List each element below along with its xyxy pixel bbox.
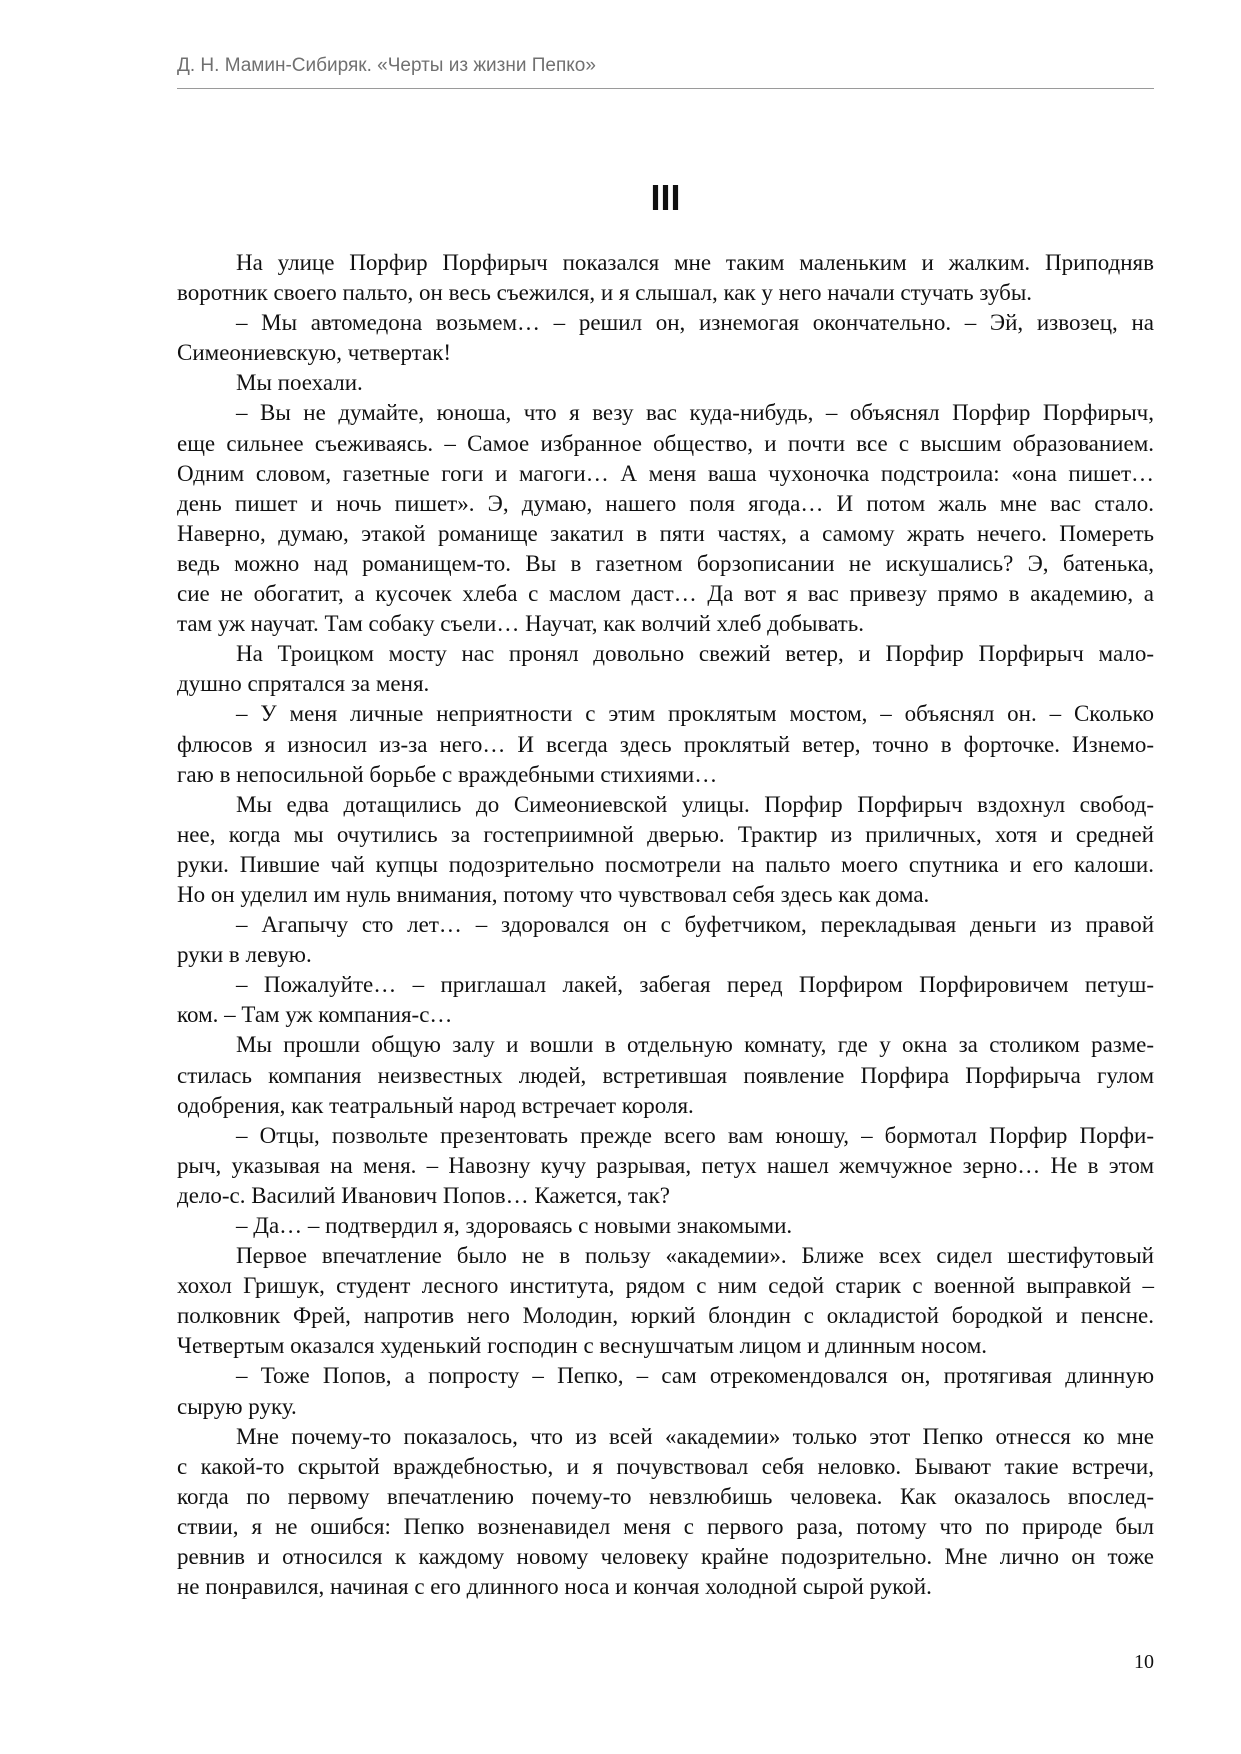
text-line: – Агапычу сто лет… – здоровался он с буфетчиком, перекладывая деньги из правой xyxy=(236,912,1154,938)
text-line: ком. – Там уж компания-с… xyxy=(177,1002,453,1028)
text-line: – У меня личные неприятности с этим проклятым мостом, – объяснял он. – Сколько xyxy=(236,701,1154,727)
chapter-title: III xyxy=(650,177,681,218)
paragraph xyxy=(177,639,1154,699)
text-line: воротник своего пальто, он весь съежился, и я слышал, как у него начали стучать зубы. xyxy=(177,280,1033,306)
body-text xyxy=(177,248,1154,1602)
paragraph xyxy=(177,248,1154,308)
text-line: руки. Пившие чай купцы подозрительно посмотрели на пальто моего спутника и его калоши. xyxy=(177,851,1154,877)
text-line: Мы прошли общую залу и вошли в отдельную комнату, где у окна за столиком разме- xyxy=(236,1032,1154,1058)
text-line: ревнив и относился к каждому новому человеку крайне подозрительно. Мне лично он тоже xyxy=(177,1544,1154,1570)
text-line: гаю в непосильной борьбе с враждебными стихиями… xyxy=(177,761,718,787)
paragraph xyxy=(177,308,1154,368)
paragraph xyxy=(177,1361,1154,1421)
text-line: Но он уделил им нуль внимания, потому что чувствовал себя здесь как дома. xyxy=(177,881,930,907)
text-line: сие не обогатит, а кусочек хлеба с маслом даст… Да вот я вас привезу прямо в академию, а xyxy=(177,581,1154,607)
paragraph xyxy=(177,1422,1154,1603)
paragraph xyxy=(177,1211,1154,1241)
text-line: – Тоже Попов, а попросту – Пепко, – сам отрекомендовался он, протягивая длинную xyxy=(236,1363,1154,1389)
text-line: На улице Порфир Порфирыч показался мне таким маленьким и жалким. Приподняв xyxy=(236,250,1154,275)
text-line: хохол Гришук, студент лесного института, рядом с ним седой старик с военной выправкой – xyxy=(177,1273,1154,1299)
text-line: когда по первому впечатлению почему-то невзлюбишь человека. Как оказалось впослед- xyxy=(177,1483,1154,1509)
text-line: – Да… – подтвердил я, здороваясь с новыми знакомыми. xyxy=(236,1213,793,1238)
text-line: не понравился, начиная с его длинного носа и кончая холодной сырой рукой. xyxy=(177,1574,932,1600)
paragraph xyxy=(177,1121,1154,1211)
text-line: Четвертым оказался худенький господин с веснушчатым лицом и длинным носом. xyxy=(177,1333,987,1359)
paragraph xyxy=(177,1030,1154,1120)
text-line: полковник Фрей, напротив него Молодин, юркий блондин с окладистой бородкой и пенсне. xyxy=(177,1303,1154,1329)
text-line: стилась компания неизвестных людей, встретившая появление Порфира Порфирыча гулом xyxy=(177,1062,1154,1088)
text-line: Мы поехали. xyxy=(236,370,363,396)
text-line: день пишет и ночь пишет». Э, думаю, нашего поля ягода… И потом жаль мне вас стало. xyxy=(177,490,1154,516)
text-line: Мне почему-то показалось, что из всей «академии» только этот Пепко отнесся ко мне xyxy=(236,1423,1154,1449)
text-line: На Троицком мосту нас пронял довольно свежий ветер, и Порфир Порфирыч мало- xyxy=(236,641,1154,667)
paragraph xyxy=(177,1241,1154,1361)
text-line: ведь можно над романищем-то. Вы в газетном борзописании не искушались? Э, батенька, xyxy=(177,550,1154,576)
paragraph xyxy=(177,970,1154,1030)
text-line: дело-с. Василий Иванович Попов… Кажется, так? xyxy=(177,1182,670,1208)
text-line: – Вы не думайте, юноша, что я везу вас куда-нибудь, – объяснял Порфир Порфирыч, xyxy=(236,400,1154,426)
text-line: руки в левую. xyxy=(177,942,312,968)
text-line: рыч, указывая на меня. – Навозну кучу разрывая, петух нашел жемчужное зерно… Не в этом xyxy=(177,1152,1154,1178)
text-line: Одним словом, газетные гоги и магоги… А меня ваша чухоночка подстроила: «она пишет… xyxy=(177,460,1154,486)
text-line: Наверно, думаю, этакой романище закатил в пяти частях, а самому жрать нечего. Помереть xyxy=(177,520,1154,546)
paragraph xyxy=(177,398,1154,639)
text-line: Симеониевскую, четвертак! xyxy=(177,340,452,366)
text-line: Мы едва дотащились до Симеониевской улицы. Порфир Порфирыч вздохнул свобод- xyxy=(236,791,1154,817)
paragraph xyxy=(177,699,1154,789)
text-line: ствии, я не ошибся: Пепко возненавидел меня с первого раза, потому что по природе был xyxy=(177,1513,1154,1539)
text-line: душно спрятался за меня. xyxy=(177,671,430,697)
text-line: одобрения, как театральный народ встречает короля. xyxy=(177,1092,694,1118)
running-header: Д. Н. Мамин-Сибиряк. «Черты из жизни Пепко» xyxy=(177,55,596,76)
text-line: еще сильнее съеживаясь. – Самое избранное общество, и почти все с высшим образованием. xyxy=(177,430,1154,456)
text-line: с какой-то скрытой враждебностью, и я почувствовал себя неловко. Бывают такие встречи, xyxy=(177,1453,1154,1479)
paragraph xyxy=(177,368,1154,398)
header-rule xyxy=(177,88,1154,89)
text-line: – Мы автомедона возьмем… – решил он, изнемогая окончательно. – Эй, извозец, на xyxy=(236,310,1154,336)
text-line: Первое впечатление было не в пользу «академии». Ближе всех сидел шестифутовый xyxy=(236,1243,1154,1269)
text-line: там уж научат. Там собаку съели… Научат, как волчий хлеб добывать. xyxy=(177,611,864,637)
paragraph xyxy=(177,910,1154,970)
text-line: – Отцы, позвольте презентовать прежде всего вам юношу, – бормотал Порфир Порфи- xyxy=(236,1122,1154,1148)
text-line: флюсов я износил из-за него… И всегда здесь проклятый ветер, точно в форточке. Изнемо- xyxy=(177,731,1154,757)
page-number: 10 xyxy=(1134,1651,1154,1673)
text-line: – Пожалуйте… – приглашал лакей, забегая перед Порфиром Порфировичем петуш- xyxy=(236,972,1154,998)
text-line: нее, когда мы очутились за гостеприимной дверью. Трактир из приличных, хотя и средней xyxy=(177,821,1154,847)
text-line: сырую руку. xyxy=(177,1393,297,1419)
paragraph xyxy=(177,790,1154,910)
